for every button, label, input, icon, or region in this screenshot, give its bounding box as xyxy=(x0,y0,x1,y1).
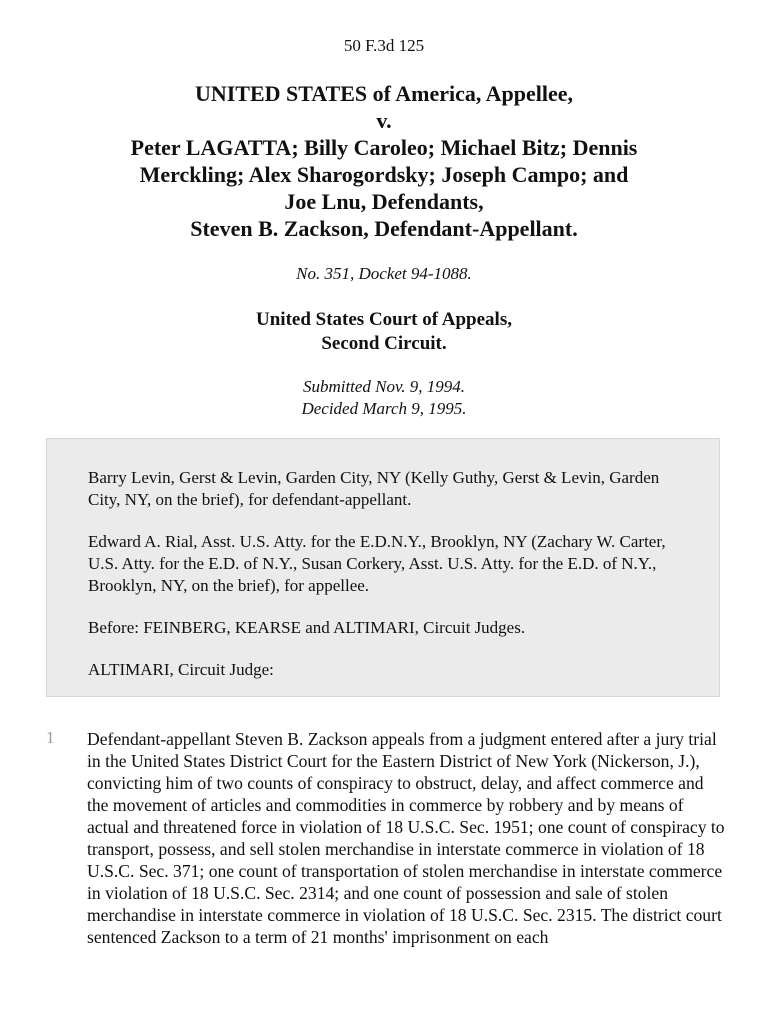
caption-line-defendants-2: Merckling; Alex Sharogordsky; Joseph Campo; and xyxy=(139,162,629,187)
case-caption xyxy=(60,80,708,242)
opinion-paragraph: Defendant-appellant Steven B. Zackson appeals from a judgment entered after a jury trial in the United States District Court for the Eastern District of New York (Nickerson, J.), convicting him of two counts of conspiracy to obstruct, delay, and affect commerce and the movement of articles and commodities in commerce by robbery and by means of actual and threatened force in violation of 18 U.S.C. Sec. 1951; one count of conspiracy to transport, possess, and sell stolen merchandise in interstate commerce in violation of 18 U.S.C. Sec. 371; one count of transportation of stolen merchandise in interstate commerce in violation of 18 U.S.C. Sec. 2314; and one count of possession and sale of stolen merchandise in interstate commerce in violation of 18 U.S.C. Sec. 2315. The district court sentenced Zackson to a term of 21 months' imprisonment on each xyxy=(87,729,725,947)
paragraph-number[interactable]: 1 xyxy=(46,728,55,747)
caption-line-appellee: UNITED STATES of America, Appellee, xyxy=(194,81,574,106)
appellee-counsel: Edward A. Rial, Asst. U.S. Atty. for the E.D.N.Y., Brooklyn, NY (Zachary W. Carter, U.S. Atty. for the E.D. of N.Y., Susan Corkery, Asst. U.S. Atty. for the E.D. of N.Y., Brooklyn, NY, on the brief), for appellee. xyxy=(88,532,666,595)
case-citation: 50 F.3d 125 xyxy=(343,36,425,55)
opinion-author: ALTIMARI, Circuit Judge: xyxy=(88,660,274,679)
counsel-panel xyxy=(46,438,720,697)
caption-line-defendants-3: Joe Lnu, Defendants, xyxy=(284,189,484,214)
court-name xyxy=(0,308,768,356)
caption-line-versus: v. xyxy=(376,108,392,133)
submitted-date: Submitted Nov. 9, 1994. xyxy=(302,377,466,396)
judges-panel: Before: FEINBERG, KEARSE and ALTIMARI, Circuit Judges. xyxy=(88,618,526,637)
decided-date: Decided March 9, 1995. xyxy=(301,399,467,418)
case-dates xyxy=(0,376,768,420)
court-name-line-2: Second Circuit. xyxy=(321,333,447,354)
caption-line-appellant: Steven B. Zackson, Defendant-Appellant. xyxy=(190,216,578,241)
appellant-counsel: Barry Levin, Gerst & Levin, Garden City, NY (Kelly Guthy, Gerst & Levin, Garden City, NY, on the brief), for defendant-appellant. xyxy=(88,468,660,509)
docket-number: No. 351, Docket 94-1088. xyxy=(296,264,472,283)
caption-line-defendants-1: Peter LAGATTA; Billy Caroleo; Michael Bitz; Dennis xyxy=(130,135,638,160)
court-name-line-1: United States Court of Appeals, xyxy=(256,309,512,330)
